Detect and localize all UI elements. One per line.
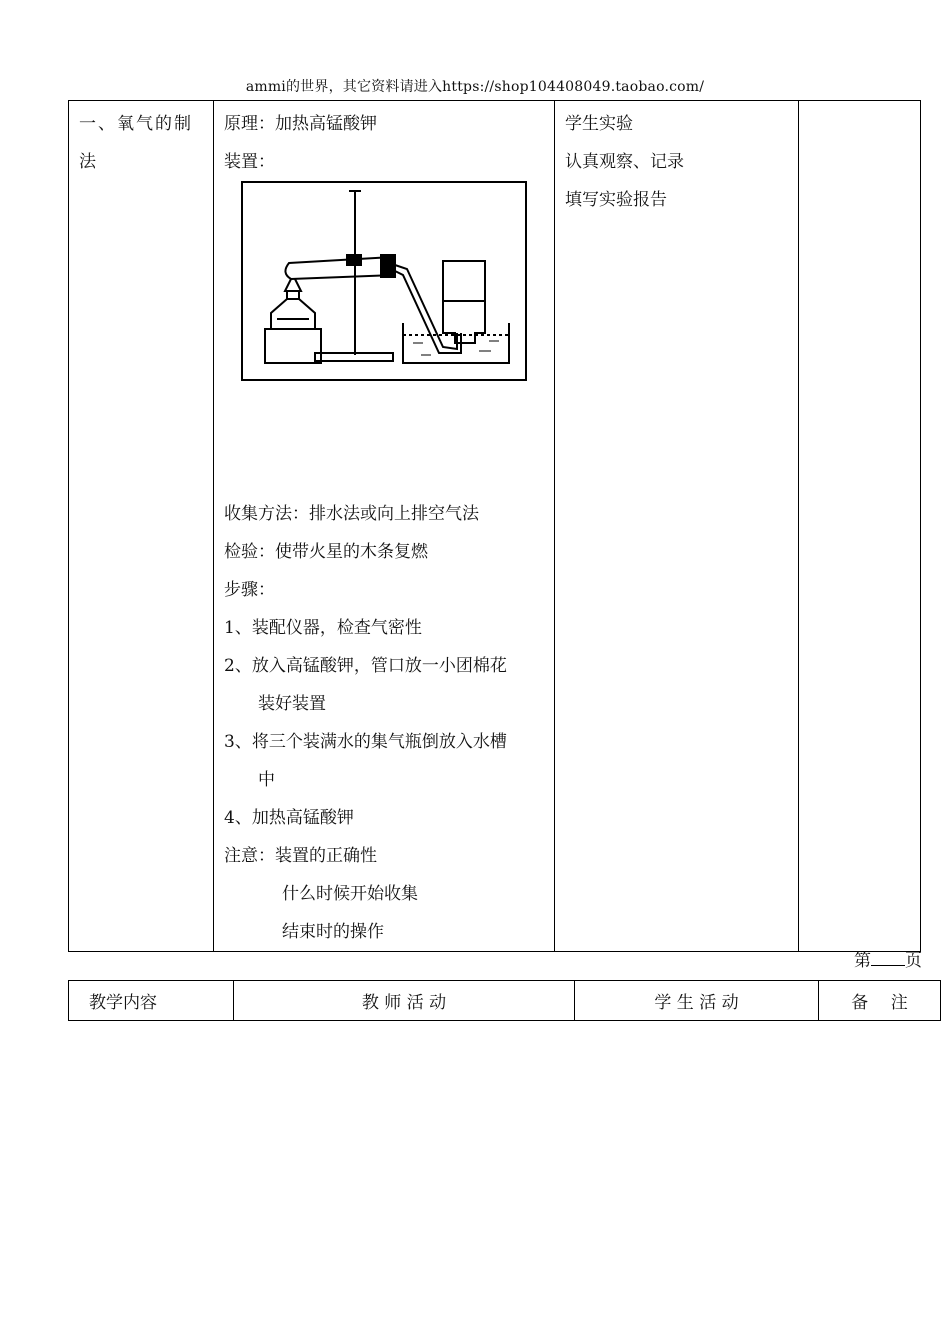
page-number-label: [854, 946, 922, 971]
oxygen-apparatus-illustration: [243, 183, 525, 379]
step-3-text: 3、将三个装满水的集气瓶倒放入水槽: [224, 732, 507, 752]
student-line-3: 填写实验报告: [565, 190, 667, 210]
header-notes: 备 注: [819, 981, 941, 1021]
student-line-2: 认真观察、记录: [565, 152, 684, 172]
step-4-text: 4、加热高锰酸钾: [224, 808, 354, 828]
page-suffix: 页: [905, 951, 922, 971]
teacher-activity-cell: [214, 101, 555, 952]
apparatus-label: 装置：: [224, 152, 275, 172]
column-header-table: [68, 980, 941, 1021]
step-2-continued: 装好装置: [258, 694, 326, 714]
note-text-3: 结束时的操作: [282, 922, 384, 942]
collection-method-text: 收集方法：排水法或向上排空气法: [224, 504, 479, 524]
page-prefix: 第: [854, 951, 871, 971]
test-method-text: 检验：使带火星的木条复燃: [224, 542, 428, 562]
header-content: 教学内容: [69, 981, 234, 1021]
topic-line-2: 法: [79, 152, 98, 172]
content-cell: [69, 101, 214, 952]
header-teacher: 教 师 活 动: [234, 981, 575, 1021]
table-row: [69, 101, 921, 952]
table-row: [69, 981, 941, 1021]
topic-line-1: 一、氧气的制: [79, 114, 193, 134]
step-3-continued: 中: [258, 770, 275, 790]
header-student: 学 生 活 动: [575, 981, 819, 1021]
notes-cell: [799, 101, 921, 952]
note-text-2: 什么时候开始收集: [282, 884, 418, 904]
principle-text: 原理：加热高锰酸钾: [224, 114, 377, 134]
step-1-text: 1、装配仪器，检查气密性: [224, 618, 422, 638]
lesson-table: [68, 100, 921, 952]
note-text: 注意：装置的正确性: [224, 846, 377, 866]
student-activity-cell: [555, 101, 799, 952]
apparatus-diagram: [241, 181, 527, 381]
step-2-text: 2、放入高锰酸钾，管口放一小团棉花: [224, 656, 507, 676]
student-line-1: 学生实验: [565, 114, 633, 134]
steps-title: 步骤：: [224, 580, 275, 600]
page-number-blank: [871, 951, 905, 966]
page-header: ammi的世界，其它资料请进入https://shop104408049.taobao.com/: [245, 79, 705, 95]
